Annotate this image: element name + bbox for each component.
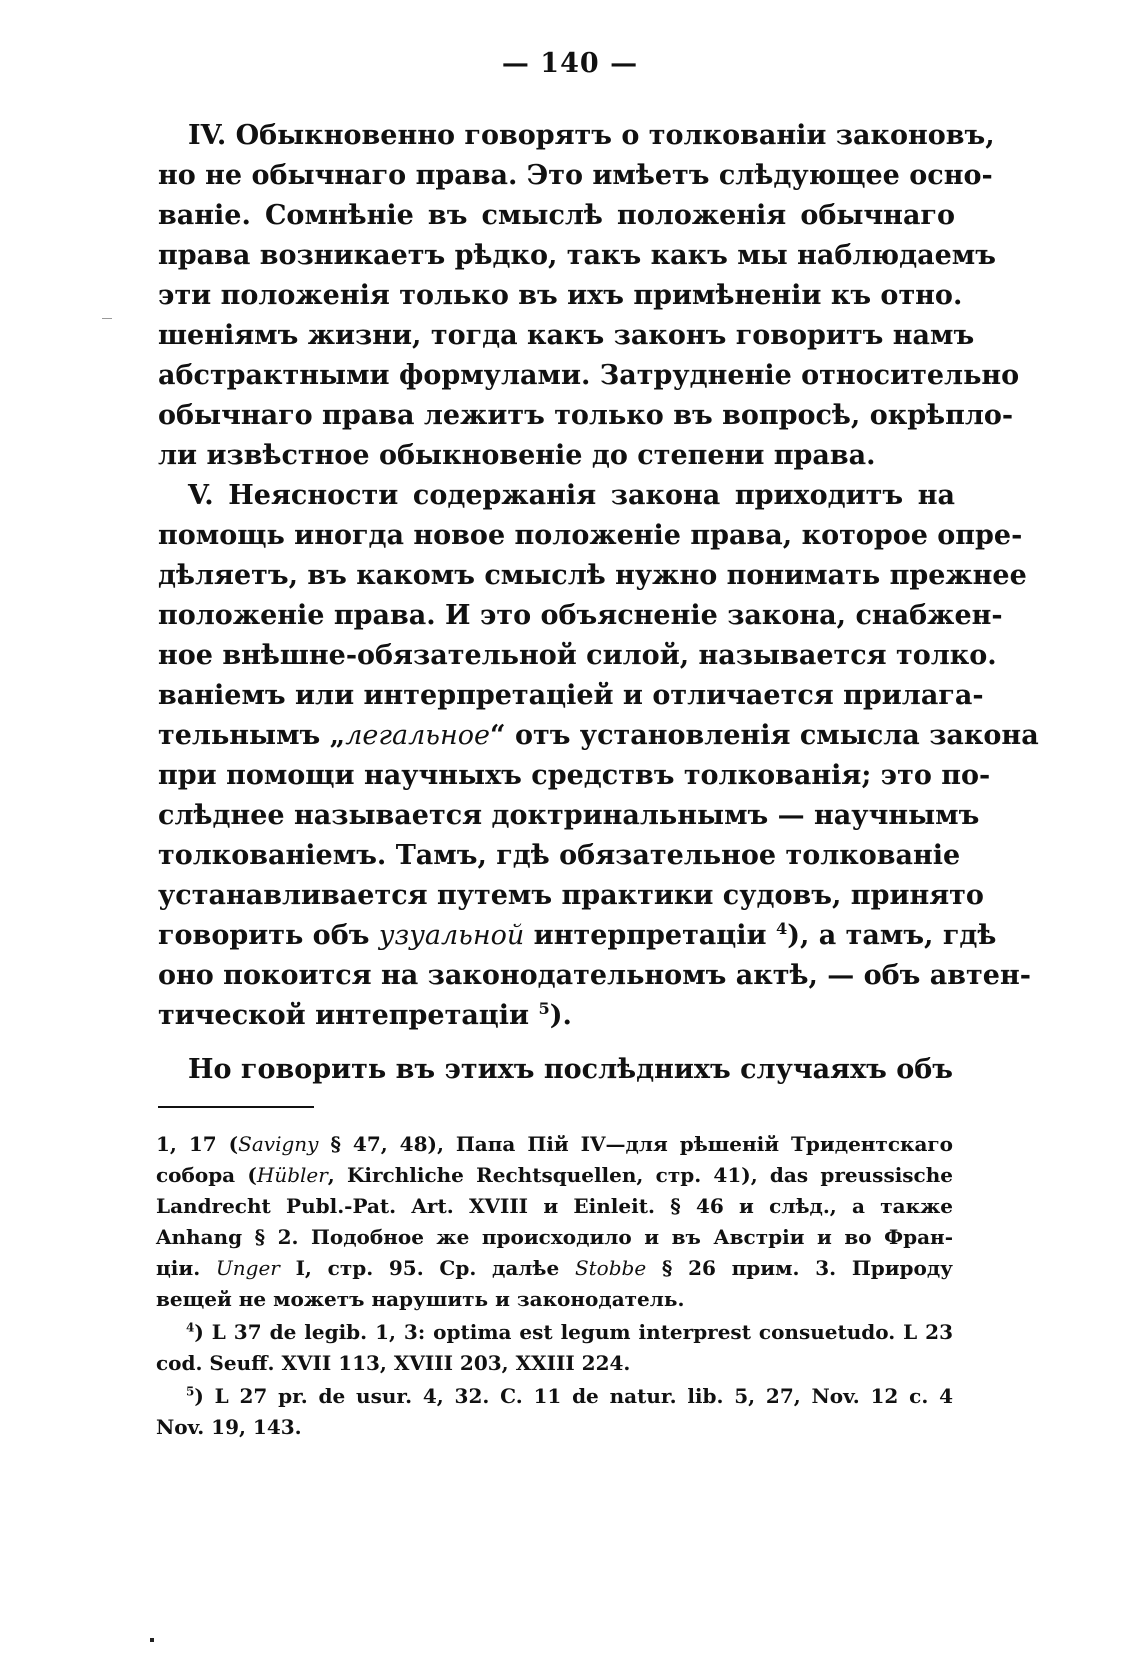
italic-author: Hübler [256, 1163, 328, 1187]
text-line: шеніямъ жизни, тогда какъ законъ говоритъ намъ [158, 320, 975, 351]
footnote-line [156, 1317, 953, 1348]
text-line: Но говорить въ этихъ послѣднихъ случаяхъ объ [188, 1054, 954, 1085]
footnote-divider [158, 1106, 314, 1108]
footnote-4 [156, 1317, 953, 1379]
text-fragment: ) L 37 de legib. 1, 3: optima est legum interprest consuetudo. L 23 [194, 1320, 953, 1344]
text-fragment: тельнымъ „ [158, 720, 346, 751]
text-line: помощь иногда новое положеніе права, которое опре- [158, 520, 1023, 551]
text-fragment: 1, 17 ( [156, 1132, 239, 1156]
footnote-line: Nov. 19, 143. [156, 1415, 302, 1439]
text-line: но не обычнаго права. Это имѣетъ слѣдующее осно- [158, 160, 993, 191]
text-line: толкованіемъ. Тамъ, гдѣ обязательное толкованіе [158, 840, 961, 871]
footnote-continuation [156, 1129, 953, 1315]
footnotes [156, 1129, 953, 1443]
text-fragment: собора ( [156, 1163, 257, 1187]
text-fragment: тической интепретаціи [158, 1000, 539, 1031]
paragraph-closing [158, 1050, 955, 1090]
footnote-mark-4: 4 [186, 1320, 195, 1335]
text-line: ваніемъ или интерпретаціей и отличается прилага- [158, 680, 984, 711]
footnote-ref-4[interactable]: 4 [775, 919, 788, 938]
paragraph-v [158, 476, 1039, 1036]
footnote-line [156, 1253, 953, 1284]
footnote-line: cod. Seuff. XVII 113, XVIII 203, XXIII 224. [156, 1351, 631, 1375]
text-fragment: ціи. [156, 1256, 216, 1280]
text-fragment: § 47, 48), Папа Пій IV—для рѣшеній Тридентскаго [318, 1132, 953, 1156]
text-fragment: I, стр. 95. Ср. далѣе [279, 1256, 575, 1280]
footnote-line [156, 1129, 953, 1160]
paragraph-iv [158, 116, 1020, 476]
text-line [158, 916, 997, 956]
text-line: права возникаетъ рѣдко, такъ какъ мы наблюдаемъ [158, 240, 996, 271]
text-line: обычнаго права лежитъ только въ вопросѣ, окрѣпло- [158, 400, 1014, 431]
footnote-line: Anhang § 2. Подобное же происходило и въ Австріи и во Фран- [156, 1225, 953, 1249]
text-fragment: “ отъ установленія смысла закона [490, 720, 1039, 751]
footnote-mark-5: 5 [186, 1384, 195, 1399]
text-line: ное внѣшне-обязательной силой, называется толко. [158, 640, 997, 671]
text-fragment: ), а тамъ, гдѣ [787, 920, 997, 951]
text-fragment: интерпретаціи [524, 920, 776, 951]
text-line: V. Неясности содержанія закона приходитъ на [188, 480, 955, 511]
footnote-5 [156, 1381, 953, 1443]
footnote-line: Landrecht Publ.-Pat. Art. XVIII и Einleit. § 46 и слѣд., а также [156, 1194, 953, 1218]
text-line: ли извѣстное обыкновеніе до степени права. [158, 440, 876, 471]
text-line [158, 996, 955, 1036]
footnote-line [156, 1381, 953, 1412]
text-line [158, 716, 1039, 756]
text-line: дѣляетъ, въ какомъ смыслѣ нужно понимать прежнее [158, 560, 1027, 591]
footnote-ref-5[interactable]: 5 [538, 999, 550, 1018]
text-line: положеніе права. И это объясненіе закона, снабжен- [158, 600, 1003, 631]
main-text [158, 116, 1039, 1090]
text-line: ваніе. Сомнѣніе въ смыслѣ положенія обычнаго [158, 200, 955, 231]
text-line: абстрактными формулами. Затрудненіе относительно [158, 360, 1020, 391]
italic-author: Unger [215, 1256, 280, 1280]
text-fragment: § 26 прим. 3. Природу [646, 1256, 953, 1280]
text-fragment: , Kirchliche Rechtsquellen, стр. 41), das preussische [327, 1163, 954, 1187]
text-line: слѣднее называется доктринальнымъ — научнымъ [158, 800, 980, 831]
text-line: эти положенія только въ ихъ примѣненіи къ отно. [158, 280, 963, 311]
footnote-line [156, 1160, 953, 1191]
text-line: при помощи научныхъ средствъ толкованія; это по- [158, 760, 991, 791]
text-fragment: ) L 27 pr. de usur. 4, 32. C. 11 de natur. lib. 5, 27, Nov. 12 c. 4 [194, 1384, 953, 1408]
italic-author: Savigny [238, 1132, 319, 1156]
print-speck [150, 1638, 154, 1642]
italic-term-usual: узуальной [378, 920, 525, 951]
text-fragment: ). [549, 1000, 572, 1031]
italic-author: Stobbe [574, 1256, 647, 1280]
text-line: IV. Обыкновенно говорятъ о толкованіи законовъ, [188, 120, 995, 151]
text-fragment: говорить объ [158, 920, 379, 951]
text-line: оно покоится на законодательномъ актѣ, — объ автен- [158, 960, 1031, 991]
page-number: — 140 — [501, 48, 639, 79]
margin-mark [102, 318, 112, 319]
italic-term-legal: легальное [345, 720, 491, 751]
footnote-line: вещей не можетъ нарушить и законодатель. [156, 1287, 685, 1311]
text-line: устанавливается путемъ практики судовъ, принято [158, 880, 984, 911]
